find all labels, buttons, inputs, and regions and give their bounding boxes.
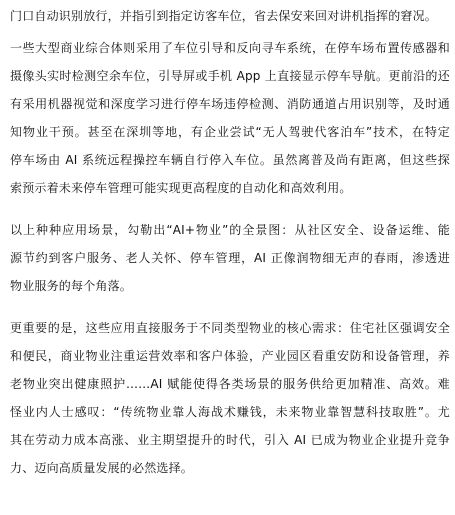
text-line: 力、迈向高质量发展的必然选择。 [10,461,194,475]
text-line: 老物业突出健康照护……AI 赋能使得各类场景的服务供给更加精准、高效。难 [10,377,450,391]
text-line: 怪业内人士感叹：“传统物业靠人海战术赚钱，未来物业靠智慧科技取胜”。尤 [10,405,450,419]
text-line: 知物业干预。甚至在深圳等地，有企业尝试“无人驾驶代客泊车”技术，在特定 [10,125,450,139]
text-line: 停车场由 AI 系统远程操控车辆自行停入车位。虽然离普及尚有距离，但这些探 [10,153,450,167]
text-line: 物业服务的每个角落。 [10,279,133,293]
text-line: 摄像头实时检测空余车位，引导屏或手机 App 上直接显示停车导航。更前沿的还 [10,69,450,83]
text-line: 更重要的是，这些应用直接服务于不同类型物业的核心需求：住宅社区强调安全 [10,321,450,335]
text-line: 源节约到客户服务、老人关怀、停车管理，AI 正像润物细无声的春雨，渗透进 [10,251,450,265]
text-line: 索预示着未来停车管理可能实现更高程度的自动化和高效利用。 [10,181,352,195]
text-line: 和便民，商业物业注重运营效率和客户体验，产业园区看重安防和设备管理，养 [10,349,450,363]
text-line: 一些大型商业综合体则采用了车位引导和反向寻车系统，在停车场布置传感器和 [10,41,450,55]
text-line: 门口自动识别放行，并指引到指定访客车位，省去保安来回对讲机指挥的窘况。 [10,9,438,23]
text-line: 其在劳动力成本高涨、业主期望提升的时代，引入 AI 已成为物业企业提升竞争 [10,433,450,447]
text-line: 以上种种应用场景，勾勒出“AI+物业”的全景图：从社区安全、设备运维、能 [10,223,450,237]
text-line: 有采用机器视觉和深度学习进行停车场违停检测、消防通道占用识别等，及时通 [10,97,450,111]
